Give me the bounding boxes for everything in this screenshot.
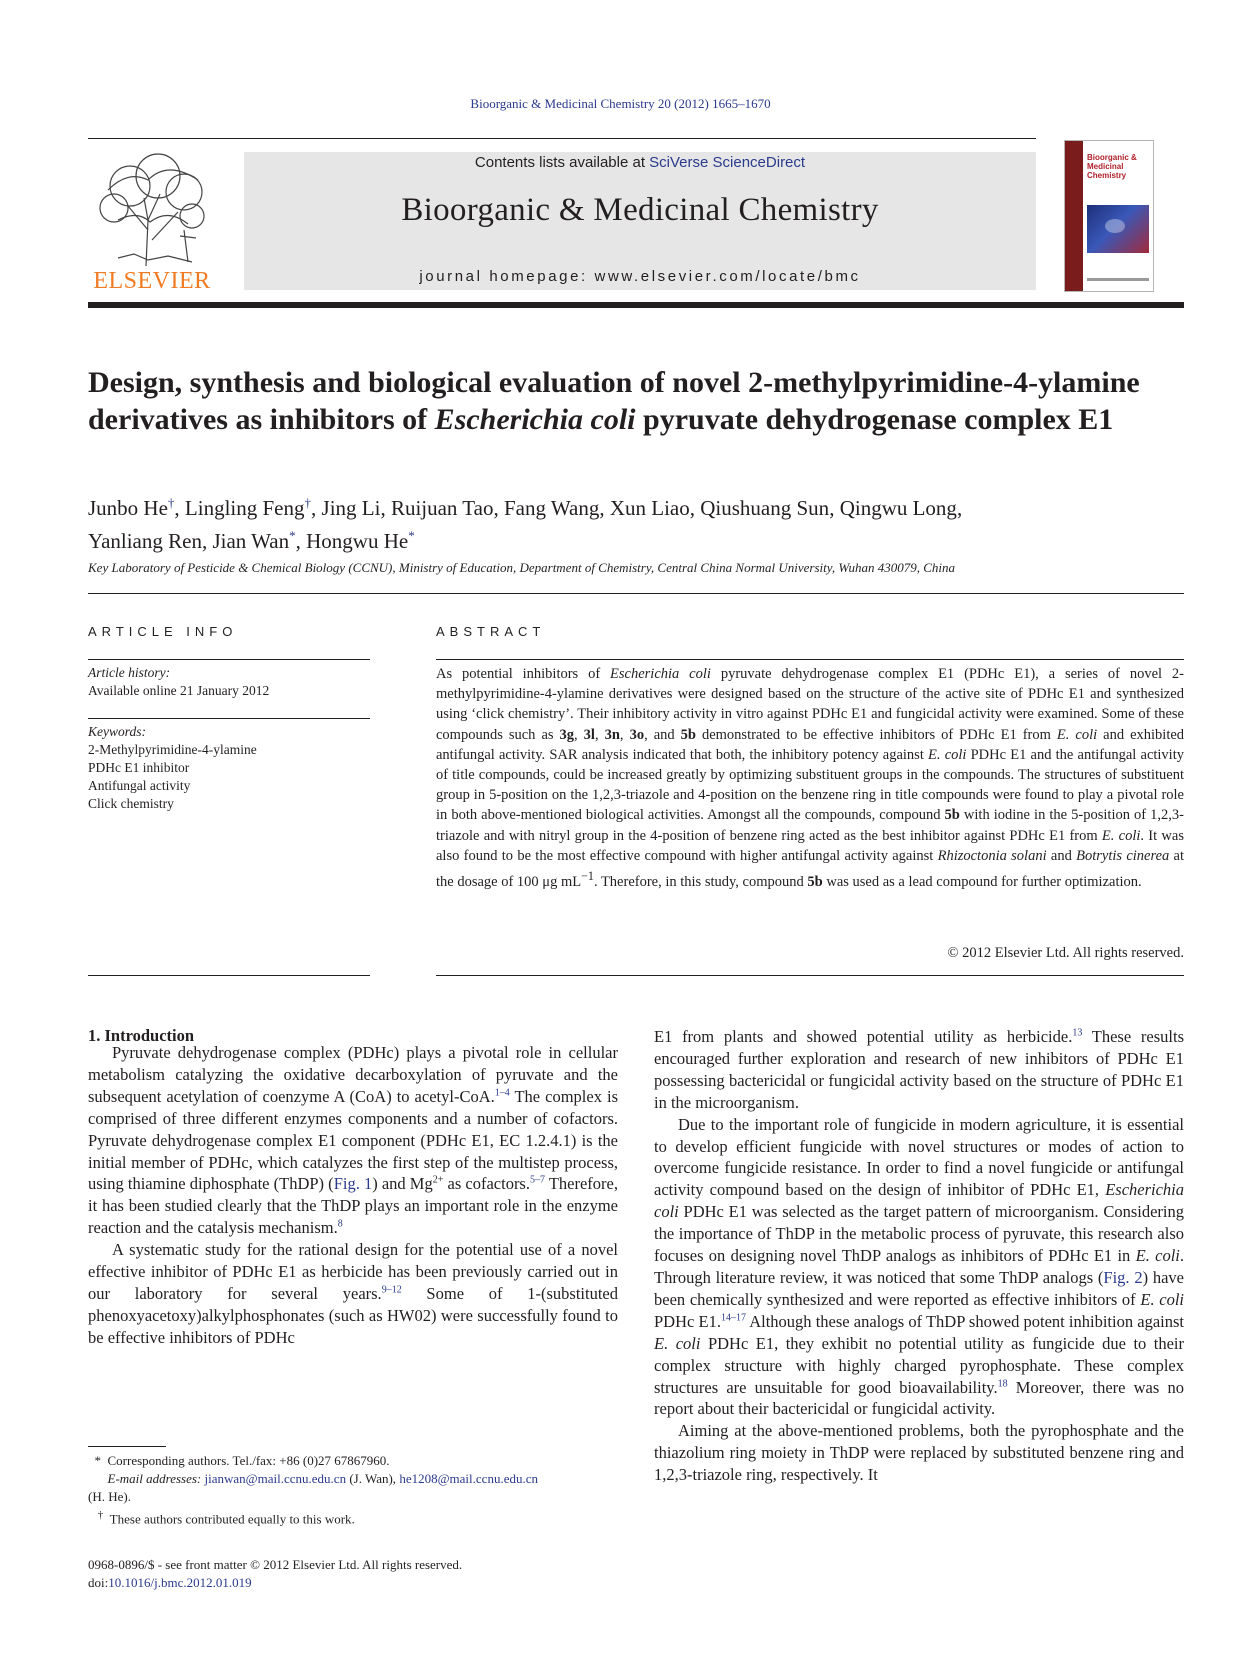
cover-footer-bar (1087, 278, 1149, 281)
article-info-bottom-rule (88, 975, 370, 976)
journal-title: Bioorganic & Medicinal Chemistry (401, 192, 879, 228)
history-label: Article history: (88, 665, 171, 680)
article-history (88, 664, 370, 700)
footnote-rule (88, 1446, 166, 1447)
front-matter (88, 1556, 618, 1592)
author-name: Xun Liao (609, 496, 690, 520)
article-title: Design, synthesis and biological evaluation of novel 2-methylpyrimidine-4-ylamine derivatives as inhibitors of Escherichia coli pyruvate dehydrogenase complex E1 (88, 366, 1140, 436)
author-name: Qingwu Long (839, 496, 957, 520)
body-column-right (654, 1026, 1184, 1486)
header-thick-rule (88, 302, 1184, 308)
history-rule (88, 718, 370, 719)
abstract-text: As potential inhibitors of Escherichia coli pyruvate dehydrogenase complex E1 (PDHc E1), a series of novel 2-methylpyrimidine-4-ylamine derivatives were designed based on the structure of the active site of PDHc E1 and synthesized using ‘click chemistry’. Their inhibitory activity in vitro against PDHc E1 and fungicidal activity were examined. Some of these compounds such as 3g, 3l, 3n, 3o, and 5b demonstrated to be effective inhibitors of PDHc E1 from E. coli and exhibited antifungal activity. SAR analysis indicated that both, the inhibitory potency against E. coli PDHc E1 and the antifungal activity of title compounds, could be increased greatly by optimizing substituent groups in the compounds. The structures of substituent group in 5-position on the 1,2,3-triazole and 4-position on the benzene ring in title compounds were found to play a pivotal role in both above-mentioned biological activities. Amongst all the compounds, compound 5b with iodine in the 5-position of 1,2,3-triazole and with nitryl group in the 4-position of benzene ring acted as the best inhibitor against PDHc E1 from E. coli. It was also found to be the most effective compound with higher antifungal activity against Rhizoctonia solani and Botrytis cinerea at the dosage of 100 μg $mL^{-1}$. Therefore, in this study, compound 5b was used as a lead compound for further optimization. (436, 666, 1185, 890)
body-paragraph: A systematic study for the rational design for the potential use of a novel effective inhibitor of PDHc E1 as herbicide has been previously carried out in our laboratory for several years.$^{9-12}$ Some of 1-(substituted phenoxyacetoxy)alkylphosphonates (such as HW02) were successfully found to be effective inhibitors of PDHc (88, 1240, 618, 1347)
author-name: Junbo He (88, 496, 168, 520)
author-name: Hongwu He (306, 529, 409, 553)
article-info-rule (88, 659, 370, 660)
author-name: Jian Wan (212, 529, 290, 553)
author-note-mark[interactable]: † (304, 495, 312, 510)
sciencedirect-link[interactable]: SciVerse ScienceDirect (649, 154, 806, 171)
abstract-rule (436, 659, 1184, 660)
affiliation: Key Laboratory of Pesticide & Chemical Biology (CCNU), Ministry of Education, Department of Chemistry, Central China Normal University, Wuhan 430079, China (88, 560, 955, 575)
issn-line: 0968-0896/$ - see front matter © 2012 Elsevier Ltd. All rights reserved. (88, 1557, 463, 1572)
author-name: Fang Wang (504, 496, 600, 520)
journal-homepage-link[interactable]: journal homepage: www.elsevier.com/locate/bmc (419, 268, 861, 285)
equal-contribution-note: † These authors contributed equally to this work. (97, 1509, 355, 1527)
author-name: Qiushuang Sun (700, 496, 830, 520)
body-paragraph: Pyruvate dehydrogenase complex (PDHc) plays a pivotal role in cellular metabolism catalyzing the oxidative decarboxylation of pyruvate and the subsequent acetylation of coenzyme A (CoA) to acetyl-CoA.$^{1-4}$ The complex is comprised of three different enzymes components and a number of cofactors. Pyruvate dehydrogenase complex E1 component (PDHc E1, EC 1.2.4.1) is the initial member of PDHc, which catalyzes the first step of the multistep process, using thiamine diphosphate (ThDP) (Fig. 1) and $Mg^{2+}$ as cofactors.$^{5-7}$ Therefore, it has been studied clearly that the ThDP plays an important role in the enzyme reaction and the catalysis mechanism.$^8$ (88, 1043, 618, 1238)
elsevier-tree-icon (88, 150, 216, 268)
author-name: Ruijuan Tao (390, 496, 494, 520)
contents-line (244, 154, 1036, 171)
body-paragraph: Due to the important role of fungicide in modern agriculture, it is essential to develop efficient fungicide with novel structures or modes of action to overcome fungicide resistance. In order to find a novel fungicide or antifungal activity compound based on the design of inhibitor of PDHc E1, Escherichia coli PDHc E1 was selected as the target pattern of microorganism. Considering the importance of ThDP in the metabolic process of pyruvate, this research also focuses on designing novel ThDP analogs as inhibitors of PDHc E1 in E. coli. Through literature review, it was noticed that some ThDP analogs (Fig. 2) have been chemically synthesized and were reported as effective inhibitors of E. coli PDHc E1.$^{14-17}$ Although these analogs of ThDP showed potent inhibition against E. coli PDHc E1, they exhibit no potential utility as fungicide due to their complex structure with highly charged pyrophosphate. These complex structures are unsuitable for good bioavailability.$^{18}$ Moreover, there was no report about their bactericidal or fungicidal activity. (654, 1114, 1185, 1419)
cover-title: Bioorganic & Medicinal Chemistry (1087, 153, 1137, 180)
history-value: Available online 21 January 2012 (88, 683, 270, 698)
cover-image (1087, 205, 1149, 253)
contents-prefix: Contents lists available at (474, 154, 650, 171)
keyword-item: PDHc E1 inhibitor (88, 760, 190, 775)
keyword-item: Antifungal activity (88, 778, 191, 793)
doi-link[interactable]: 10.1016/j.bmc.2012.01.019 (108, 1575, 252, 1590)
author-note-mark[interactable]: * (408, 528, 415, 543)
keyword-item: 2-Methylpyrimidine-4-ylamine (88, 742, 257, 757)
elsevier-logo[interactable] (88, 150, 216, 294)
keyword-item: Click chemistry (88, 796, 174, 811)
header-rule (88, 138, 1036, 139)
doi-prefix: doi: (88, 1575, 109, 1590)
elsevier-wordmark: ELSEVIER (93, 268, 211, 294)
author-note-mark[interactable]: * (289, 528, 296, 543)
body-paragraph: Aiming at the above-mentioned problems, both the pyrophosphate and the thiazolium ring moiety in ThDP were replaced by substituted benzene ring and 1,2,3-triazole ring, respectively. It (654, 1421, 1184, 1485)
author-note-mark[interactable]: † (167, 495, 175, 510)
doi-line (88, 1574, 618, 1592)
abstract-heading: ABSTRACT (436, 624, 546, 639)
author-list: Junbo He†, Lingling Feng†, Jing Li, Ruijuan Tao, Fang Wang, Xun Liao, Qiushuang Sun, Qingwu Long, Yanliang Ren, Jian Wan*, Hongwu He* (88, 495, 963, 553)
journal-cover-thumbnail[interactable] (1064, 140, 1154, 292)
keywords-label: Keywords: (88, 724, 146, 739)
email-addresses[interactable]: E-mail addresses: jianwan@mail.ccnu.edu.cn (J. Wan), he1208@mail.ccnu.edu.cn (H. He). (88, 1471, 538, 1504)
affiliation-rule (88, 593, 1184, 594)
corresponding-author-note: * Corresponding authors. Tel./fax: +86 (0)27 67867960. (88, 1453, 390, 1468)
introduction-heading: 1. Introduction (88, 1026, 195, 1045)
abstract-bottom-rule (436, 975, 1184, 976)
journal-banner (244, 152, 1036, 290)
author-name: Lingling Feng (184, 496, 305, 520)
author-name: Jing Li (321, 496, 381, 520)
author-name: Yanliang Ren (88, 529, 202, 553)
cover-spine (1065, 141, 1083, 291)
body-column-left (88, 1042, 618, 1349)
keywords-block (88, 723, 370, 813)
footnotes (88, 1452, 618, 1528)
journal-citation[interactable]: Bioorganic & Medicinal Chemistry 20 (2012) 1665–1670 (470, 96, 771, 111)
abstract-copyright: © 2012 Elsevier Ltd. All rights reserved. (947, 945, 1184, 961)
body-paragraph: E1 from plants and showed potential utility as herbicide.$^{13}$ These results encouraged further exploration and research of new inhibitors of PDHc E1 possessing bactericidal or fungicidal activity based on the structure of PDHc E1 in the microorganism. (654, 1027, 1184, 1112)
article-info-heading: ARTICLE INFO (88, 624, 238, 639)
